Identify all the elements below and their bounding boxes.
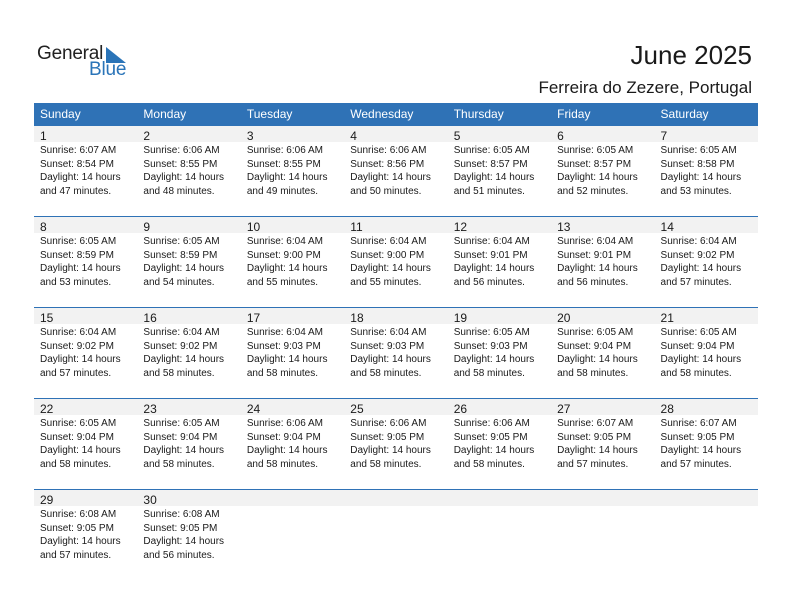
day-number: 1 bbox=[40, 129, 47, 143]
day-number: 13 bbox=[557, 220, 571, 234]
sunrise-text: Sunrise: 6:06 AM bbox=[350, 418, 427, 429]
day-cell bbox=[137, 308, 240, 380]
day-cell bbox=[448, 308, 551, 380]
day-number: 28 bbox=[660, 402, 674, 416]
sunset-text: Sunset: 9:02 PM bbox=[660, 249, 735, 261]
sunrise-text: Sunrise: 6:08 AM bbox=[40, 509, 117, 520]
daylight-minutes-text: and 53 minutes. bbox=[660, 185, 732, 197]
daylight-text: Daylight: 14 hours bbox=[246, 172, 328, 184]
day-cell bbox=[344, 308, 447, 380]
sunset-text: Sunset: 9:02 PM bbox=[143, 340, 218, 352]
daylight-text: Daylight: 14 hours bbox=[350, 172, 431, 184]
day-number: 30 bbox=[143, 493, 157, 507]
day-number: 27 bbox=[557, 402, 571, 416]
sunset-text: Sunset: 8:55 PM bbox=[246, 158, 321, 170]
daylight-text: Daylight: 14 hours bbox=[143, 354, 225, 366]
sunrise-text: Sunrise: 6:06 AM bbox=[350, 145, 427, 156]
day-cell bbox=[137, 217, 240, 289]
day-cell bbox=[655, 217, 758, 289]
day-cell bbox=[655, 308, 758, 380]
daylight-text: Daylight: 14 hours bbox=[40, 445, 121, 457]
weekday-sunday: Sunday bbox=[40, 107, 81, 121]
daylight-minutes-text: and 48 minutes. bbox=[143, 185, 215, 197]
weekday-saturday: Saturday bbox=[660, 107, 709, 121]
day-number: 10 bbox=[246, 220, 261, 234]
week-row bbox=[34, 398, 758, 489]
day-number: 14 bbox=[660, 220, 674, 234]
daylight-minutes-text: and 58 minutes. bbox=[453, 458, 525, 470]
daylight-minutes-text: and 54 minutes. bbox=[143, 276, 215, 288]
daylight-minutes-text: and 47 minutes. bbox=[40, 185, 112, 197]
page-title: June 2025 bbox=[630, 40, 752, 70]
sunrise-text: Sunrise: 6:04 AM bbox=[246, 236, 323, 247]
day-number: 21 bbox=[660, 311, 674, 325]
day-number: 23 bbox=[143, 402, 157, 416]
week-row bbox=[34, 307, 758, 398]
daylight-text: Daylight: 14 hours bbox=[246, 263, 328, 275]
daylight-minutes-text: and 58 minutes. bbox=[143, 458, 215, 470]
daylight-minutes-text: and 58 minutes. bbox=[557, 367, 629, 379]
sunset-text: Sunset: 8:54 PM bbox=[40, 158, 114, 170]
daylight-text: Daylight: 14 hours bbox=[660, 263, 742, 275]
day-number: 7 bbox=[660, 129, 668, 143]
sunset-text: Sunset: 9:03 PM bbox=[246, 340, 321, 352]
daylight-text: Daylight: 14 hours bbox=[453, 172, 535, 184]
week-row bbox=[34, 125, 758, 216]
logo bbox=[37, 43, 137, 83]
daylight-text: Daylight: 14 hours bbox=[143, 263, 225, 275]
week-days bbox=[34, 490, 758, 562]
daylight-text: Daylight: 14 hours bbox=[143, 536, 225, 548]
day-cell bbox=[34, 308, 137, 380]
sunrise-text: Sunrise: 6:07 AM bbox=[40, 145, 117, 156]
daylight-text: Daylight: 14 hours bbox=[350, 263, 431, 275]
day-cell bbox=[34, 126, 137, 198]
day-cell bbox=[551, 308, 654, 380]
daylight-minutes-text: and 57 minutes. bbox=[557, 458, 629, 470]
day-number: 25 bbox=[350, 402, 364, 416]
day-cell bbox=[241, 399, 344, 471]
sunset-text: Sunset: 9:05 PM bbox=[143, 522, 218, 534]
day-cell bbox=[448, 126, 551, 198]
day-number: 2 bbox=[143, 129, 151, 143]
weekday-header bbox=[34, 103, 758, 125]
daylight-minutes-text: and 58 minutes. bbox=[246, 367, 319, 379]
day-number: 15 bbox=[40, 311, 54, 325]
day-number: 11 bbox=[350, 220, 363, 234]
day-cell bbox=[137, 490, 240, 562]
daylight-text: Daylight: 14 hours bbox=[660, 172, 742, 184]
day-number: 20 bbox=[557, 311, 571, 325]
sunset-text: Sunset: 8:57 PM bbox=[557, 158, 632, 170]
day-cell bbox=[34, 490, 137, 562]
sunset-text: Sunset: 8:56 PM bbox=[350, 158, 425, 170]
sunrise-text: Sunrise: 6:06 AM bbox=[246, 145, 323, 156]
daylight-text: Daylight: 14 hours bbox=[40, 354, 121, 366]
day-cell bbox=[241, 217, 344, 289]
daylight-minutes-text: and 58 minutes. bbox=[40, 458, 112, 470]
day-cell bbox=[655, 126, 758, 198]
daylight-text: Daylight: 14 hours bbox=[40, 536, 121, 548]
sunrise-text: Sunrise: 6:04 AM bbox=[350, 327, 427, 338]
daylight-minutes-text: and 52 minutes. bbox=[557, 185, 629, 197]
daylight-text: Daylight: 14 hours bbox=[40, 172, 121, 184]
day-cell bbox=[551, 399, 654, 471]
day-number: 18 bbox=[350, 311, 364, 325]
daylight-minutes-text: and 58 minutes. bbox=[246, 458, 319, 470]
calendar bbox=[34, 103, 758, 580]
day-cell bbox=[655, 399, 758, 471]
sunrise-text: Sunrise: 6:07 AM bbox=[557, 418, 634, 429]
sunrise-text: Sunrise: 6:05 AM bbox=[557, 327, 634, 338]
daylight-text: Daylight: 14 hours bbox=[660, 354, 742, 366]
sunset-text: Sunset: 9:04 PM bbox=[660, 340, 735, 352]
weekday-tuesday: Tuesday bbox=[246, 107, 293, 121]
sunset-text: Sunset: 8:55 PM bbox=[143, 158, 218, 170]
sunrise-text: Sunrise: 6:04 AM bbox=[350, 236, 427, 247]
week-row bbox=[34, 216, 758, 307]
day-cell bbox=[344, 217, 447, 289]
daylight-text: Daylight: 14 hours bbox=[350, 354, 431, 366]
day-number: 19 bbox=[453, 311, 468, 325]
daylight-minutes-text: and 57 minutes. bbox=[40, 367, 112, 379]
sunset-text: Sunset: 9:05 PM bbox=[40, 522, 114, 534]
sunset-text: Sunset: 9:00 PM bbox=[350, 249, 425, 261]
sunrise-text: Sunrise: 6:04 AM bbox=[453, 236, 530, 247]
daylight-text: Daylight: 14 hours bbox=[453, 445, 535, 457]
day-number: 12 bbox=[453, 220, 468, 234]
weekday-wednesday: Wednesday bbox=[350, 107, 414, 121]
daylight-minutes-text: and 53 minutes. bbox=[40, 276, 112, 288]
day-number: 24 bbox=[246, 402, 261, 416]
daylight-text: Daylight: 14 hours bbox=[143, 172, 225, 184]
sunrise-text: Sunrise: 6:04 AM bbox=[143, 327, 220, 338]
daylight-text: Daylight: 14 hours bbox=[557, 354, 638, 366]
daylight-text: Daylight: 14 hours bbox=[557, 172, 638, 184]
daylight-minutes-text: and 58 minutes. bbox=[660, 367, 732, 379]
day-number: 17 bbox=[246, 311, 261, 325]
day-cell bbox=[137, 126, 240, 198]
sunrise-text: Sunrise: 6:05 AM bbox=[143, 418, 220, 429]
sunset-text: Sunset: 9:04 PM bbox=[246, 431, 321, 443]
day-number: 22 bbox=[40, 402, 54, 416]
sunset-text: Sunset: 8:57 PM bbox=[453, 158, 528, 170]
sunset-text: Sunset: 9:04 PM bbox=[557, 340, 632, 352]
sunrise-text: Sunrise: 6:05 AM bbox=[40, 236, 117, 247]
weekday-friday: Friday bbox=[557, 107, 591, 121]
sunrise-text: Sunrise: 6:06 AM bbox=[246, 418, 323, 429]
sunrise-text: Sunrise: 6:05 AM bbox=[143, 236, 220, 247]
sunrise-text: Sunrise: 6:05 AM bbox=[557, 145, 634, 156]
week-row bbox=[34, 489, 758, 580]
sunrise-text: Sunrise: 6:05 AM bbox=[660, 327, 737, 338]
daylight-text: Daylight: 14 hours bbox=[246, 354, 328, 366]
daylight-text: Daylight: 14 hours bbox=[660, 445, 742, 457]
sunset-text: Sunset: 8:59 PM bbox=[40, 249, 114, 261]
daylight-minutes-text: and 58 minutes. bbox=[453, 367, 525, 379]
week-days bbox=[34, 126, 758, 198]
sunset-text: Sunset: 9:04 PM bbox=[40, 431, 114, 443]
day-cell bbox=[137, 399, 240, 471]
daylight-minutes-text: and 49 minutes. bbox=[246, 185, 319, 197]
daylight-minutes-text: and 58 minutes. bbox=[350, 367, 422, 379]
sunrise-text: Sunrise: 6:05 AM bbox=[40, 418, 117, 429]
weekday-thursday: Thursday bbox=[453, 107, 504, 121]
daylight-minutes-text: and 55 minutes. bbox=[350, 276, 422, 288]
daylight-text: Daylight: 14 hours bbox=[557, 445, 638, 457]
logo-text-blue: Blue bbox=[89, 59, 127, 80]
day-number: 9 bbox=[143, 220, 151, 234]
daylight-minutes-text: and 50 minutes. bbox=[350, 185, 422, 197]
daylight-minutes-text: and 56 minutes. bbox=[453, 276, 525, 288]
sunset-text: Sunset: 9:03 PM bbox=[350, 340, 425, 352]
sunset-text: Sunset: 9:01 PM bbox=[557, 249, 632, 261]
sunrise-text: Sunrise: 6:05 AM bbox=[453, 327, 530, 338]
week-days bbox=[34, 399, 758, 471]
day-number: 4 bbox=[350, 129, 357, 143]
day-cell bbox=[34, 217, 137, 289]
sunset-text: Sunset: 9:05 PM bbox=[557, 431, 632, 443]
daylight-text: Daylight: 14 hours bbox=[350, 445, 431, 457]
sunset-text: Sunset: 9:05 PM bbox=[453, 431, 528, 443]
day-cell bbox=[344, 126, 447, 198]
sunset-text: Sunset: 8:58 PM bbox=[660, 158, 735, 170]
sunset-text: Sunset: 9:02 PM bbox=[40, 340, 114, 352]
day-cell bbox=[344, 399, 447, 471]
sunset-text: Sunset: 9:01 PM bbox=[453, 249, 528, 261]
location-subtitle: Ferreira do Zezere, Portugal bbox=[538, 78, 752, 97]
day-number: 8 bbox=[40, 220, 47, 234]
daylight-minutes-text: and 56 minutes. bbox=[557, 276, 629, 288]
week-days bbox=[34, 308, 758, 380]
day-number: 26 bbox=[453, 402, 468, 416]
daylight-minutes-text: and 57 minutes. bbox=[660, 458, 732, 470]
day-cell bbox=[241, 308, 344, 380]
sunrise-text: Sunrise: 6:07 AM bbox=[660, 418, 737, 429]
sunrise-text: Sunrise: 6:04 AM bbox=[557, 236, 634, 247]
sunrise-text: Sunrise: 6:04 AM bbox=[246, 327, 323, 338]
sunrise-text: Sunrise: 6:06 AM bbox=[453, 418, 530, 429]
day-number: 6 bbox=[557, 129, 564, 143]
daylight-text: Daylight: 14 hours bbox=[40, 263, 121, 275]
sunrise-text: Sunrise: 6:06 AM bbox=[143, 145, 220, 156]
sunset-text: Sunset: 9:04 PM bbox=[143, 431, 218, 443]
week-days bbox=[34, 217, 758, 289]
sunrise-text: Sunrise: 6:05 AM bbox=[660, 145, 737, 156]
daylight-text: Daylight: 14 hours bbox=[453, 263, 535, 275]
day-number: 5 bbox=[453, 129, 461, 143]
logo-text-general: General bbox=[37, 43, 104, 64]
sunrise-text: Sunrise: 6:04 AM bbox=[660, 236, 737, 247]
sunset-text: Sunset: 8:59 PM bbox=[143, 249, 218, 261]
daylight-text: Daylight: 14 hours bbox=[453, 354, 535, 366]
day-number: 3 bbox=[246, 129, 254, 143]
sunset-text: Sunset: 9:05 PM bbox=[350, 431, 425, 443]
sunset-text: Sunset: 9:03 PM bbox=[453, 340, 528, 352]
daylight-minutes-text: and 55 minutes. bbox=[246, 276, 319, 288]
daylight-minutes-text: and 51 minutes. bbox=[453, 185, 525, 197]
weeks-container bbox=[34, 125, 758, 580]
day-cell bbox=[448, 399, 551, 471]
daylight-minutes-text: and 58 minutes. bbox=[350, 458, 422, 470]
day-number: 16 bbox=[143, 311, 157, 325]
day-cell bbox=[551, 217, 654, 289]
daylight-text: Daylight: 14 hours bbox=[143, 445, 225, 457]
sunrise-text: Sunrise: 6:05 AM bbox=[453, 145, 530, 156]
day-cell bbox=[241, 126, 344, 198]
day-number: 29 bbox=[40, 493, 54, 507]
daylight-text: Daylight: 14 hours bbox=[557, 263, 638, 275]
day-cell bbox=[34, 399, 137, 471]
daylight-minutes-text: and 58 minutes. bbox=[143, 367, 215, 379]
sunset-text: Sunset: 9:00 PM bbox=[246, 249, 321, 261]
daylight-minutes-text: and 57 minutes. bbox=[40, 549, 112, 561]
daylight-minutes-text: and 57 minutes. bbox=[660, 276, 732, 288]
daylight-text: Daylight: 14 hours bbox=[246, 445, 328, 457]
daylight-minutes-text: and 56 minutes. bbox=[143, 549, 215, 561]
sunrise-text: Sunrise: 6:08 AM bbox=[143, 509, 220, 520]
day-cell bbox=[448, 217, 551, 289]
sunrise-text: Sunrise: 6:04 AM bbox=[40, 327, 117, 338]
weekday-monday: Monday bbox=[143, 107, 187, 121]
day-cell bbox=[551, 126, 654, 198]
sunset-text: Sunset: 9:05 PM bbox=[660, 431, 735, 443]
